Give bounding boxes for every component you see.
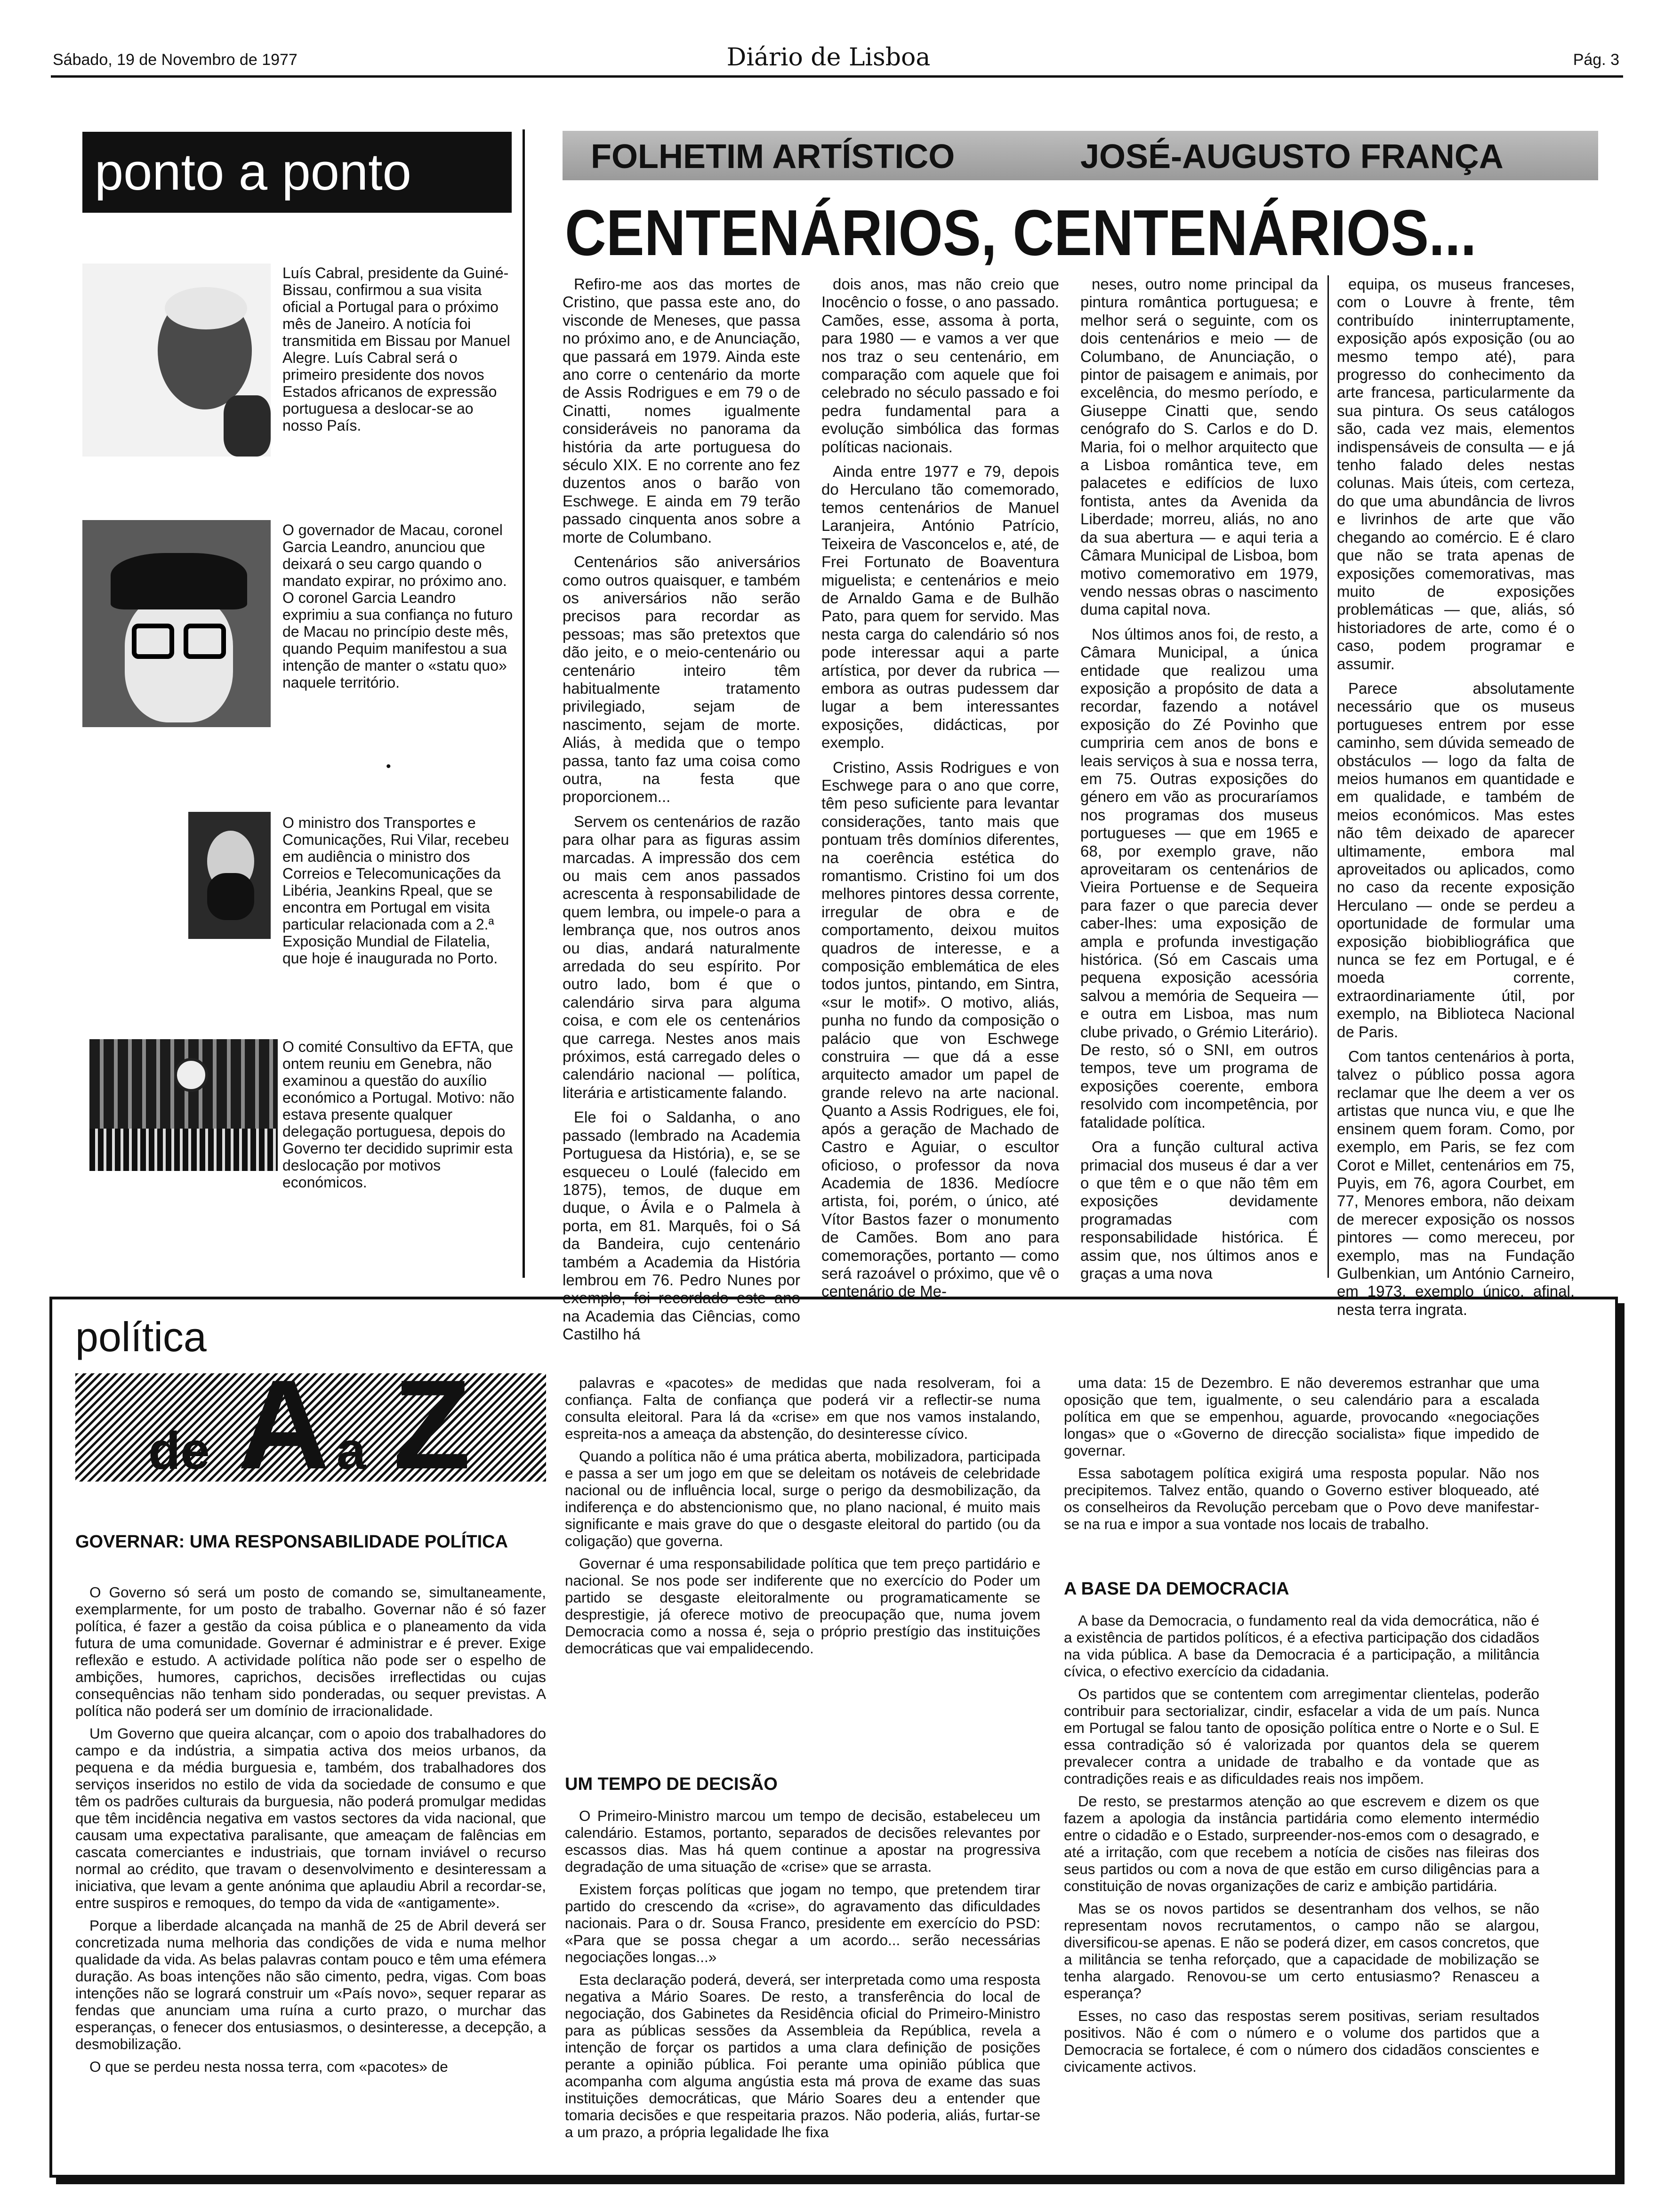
subheading: A BASE DA DEMOCRACIA — [1064, 1579, 1289, 1599]
header-rule — [51, 75, 1623, 78]
paragraph: Com tantos centenários à porta, talvez o público possa agora reclamar que lhe deem a ver os artistas que nunca viu, e que lhe ensinem quem foram. Como, por exemplo, em Paris, se fez com Corot e Millet, centenários em 75, Puyis, em 76, agora Courbet, em 77, Menores embora, não deixam de merecer exposição os nossos pintores — como mereceu, por exemplo, mas na Fundação Gulbenkian, um António Carneiro, em 1973, exemplo único, afinal, nesta terra ingrata. — [1337, 1048, 1575, 1318]
paragraph: Esses, no caso das respostas serem positivas, seriam resultados positivos. Não é com o número e o volume dos partidos que a Democracia se fortalece, é com o número dos cidadãos conscientes e civicamente activos. — [1064, 2007, 1539, 2075]
banner-z: Z — [393, 1354, 471, 1496]
subheading: UM TEMPO DE DECISÃO — [565, 1774, 778, 1794]
folhetim-banner — [563, 131, 1598, 180]
banner-a-lower: a — [337, 1421, 366, 1480]
paragraph: A base da Democracia, o fundamento real da vida democrática, não é a existência de partidos políticos, é a efectiva participação dos cidadãos na vida pública. A base da Democracia é a participação, a militância cívica, o efectivo exercício da cidadania. — [1064, 1612, 1539, 1680]
paragraph: O Governo só será um posto de comando se, simultaneamente, exemplarmente, for um posto de trabalho. Governar não é só fazer política, é fazer a gestão da coisa pública e o planeamento da vida futura de uma comunidade. Governar é administrar e é prever. Exige reflexão e estudo. A actividade política não pode ser o espelho de ambições, humores, caprichos, decisões irreflectidas ou cujas consequências não tenham sido ponderadas, ou sequer previstas. A política não poderá ser um domínio de irracionalidade. — [75, 1584, 546, 1719]
article-column — [1064, 1374, 1539, 1581]
issue-date: Sábado, 19 de Novembro de 1977 — [53, 51, 298, 69]
kicker: FOLHETIM ARTÍSTICO — [591, 138, 955, 176]
column-divider — [523, 129, 525, 1278]
paragraph: Mas se os novos partidos se desentranham dos velhos, se não representam novos recrutamentos, o campo não se alargou, diversificou-se apenas. E não se poderá dizer, em casos concretos, que a militância se tenha reforçado, que a capacidade de mobilização se tenha alargado. Renovou-se um certo entusiasmo? Renasceu a esperança? — [1064, 1900, 1539, 2002]
paragraph: De resto, se prestarmos atenção ao que escrevem e dizem os que fazem a apologia da instância partidária como elemento intermédio entre o cidadão e o Estado, surpreender-nos-emos com o desagrado, e até a irritação, com que recebem a notícia de cisões nas fileiras dos seus partidos ou com a nova de que estão em curso diligências para a constituição de novas organizações de cariz e ambição partidária. — [1064, 1793, 1539, 1894]
ponto-a-ponto-banner — [82, 132, 512, 213]
author: JOSÉ-AUGUSTO FRANÇA — [1080, 138, 1504, 176]
paragraph: neses, outro nome principal da pintura romântica portuguesa; e melhor será o seguinte, com os dois centenários e meio — de Columbano, de Anunciação, o pintor de paisagem e animais, por excelência, do mesmo período, e Giuseppe Cinatti que, sendo cenógrafo do S. Carlos e do D. Maria, foi o melhor arquitecto que a Lisboa romântica teve, em palacetes e edifícios de luxo fontista, antes da Avenida da Liberdade; morreu, aliás, no ano da sua abertura — e aqui teria a Câmara Municipal de Lisboa, bom motivo comemorativo em 1979, vendo nessas obras o nascimento duma capital nova. — [1080, 275, 1318, 618]
article-column — [565, 1374, 1040, 1765]
paragraph: palavras e «pacotes» de medidas que nada resolveram, foi a confiança. Falta de confiança que poderá vir a reflectir-se numa consulta eleitoral. Para lá da «crise» em que nos vamos instalando, espreita-nos a ameaça da abstenção, do desinteresse cívico. — [565, 1374, 1040, 1442]
article-column — [75, 1584, 546, 2163]
headline: CENTENÁRIOS, CENTENÁRIOS... — [565, 197, 1477, 269]
news-item: O governador de Macau, coronel Garcia Leandro, anunciou que deixará o seu cargo quando o mandato expirar, no próximo ano. O coronel Garcia Leandro exprimiu a sua confiança no futuro de Macau no princípio deste mês, quando Pequim manifestou a sua intenção de manter o «statu quo» naquele território. — [282, 521, 513, 691]
page-number: Pág. 3 — [1573, 51, 1619, 69]
paragraph: Quando a política não é uma prática aberta, mobilizadora, participada e passa a ser um jogo em que se deleitam os notáveis de celebridade nacional ou de influência local, surge o perigo da desmobilização, da indiferença e do abstencionismo que, no plano nacional, é muito mais significante e mais grave do que o desgaste eleitoral do partido (ou da coligação) que governa. — [565, 1448, 1040, 1549]
paragraph: Cristino, Assis Rodrigues e von Eschwege para o ano que corre, têm peso suficiente para levantar considerações, tanto mais que pontuam três domínios diferentes, na coerência estética do romantismo. Cristino foi um dos melhores pintores dessa corrente, irregular de obra e de comportamento, deixou muitos quadros de interesse, e a composição emblemática de eles todos juntos, pintando, em Sintra, «sur le motif». O motivo, aliás, punha no fundo da composição o palácio que von Eschwege construira — que dá a esse arquitecto amador um papel de grande relevo na arte nacional. Quanto a Assis Rodrigues, ele foi, após a geração de Machado de Castro e Aguiar, o escultor oficioso, o professor da nova Academia de 1836. Medíocre artista, foi, porém, o único, até Vítor Bastos fazer o monumento de Camões. Bom ano para comemorações, portanto — como será razoável o próximo, que vê o centenário de Me- — [821, 758, 1059, 1300]
de-a-a-z-banner — [75, 1354, 546, 1496]
news-item: Luís Cabral, presidente da Guiné-Bissau, confirmou a sua visita oficial a Portugal para o próximo mês de Janeiro. A notícia foi transmitida em Bissau por Manuel Alegre. Luís Cabral será o primeiro presidente dos novos Estados africanos de expressão portuguesa a deslocar-se ao nosso País. — [282, 264, 510, 434]
paragraph: Parece absolutamente necessário que os museus portugueses entrem por esse caminho, sem dúvida semeado de obstáculos — logo da falta de meios humanos em quantidade e em qualidade, e também de meios económicos. Mas estes não têm deixado de aparecer ultimamente, embora mal aproveitados ou aplicados, como no caso da recente exposição Herculano — onde se perdeu a oportunidade de formular uma exposição biobibliográfica que nunca se fez em Portugal, e é moeda corrente, extraordinariamente útil, por exemplo, na Biblioteca Nacional de Paris. — [1337, 679, 1575, 1041]
paragraph: Nos últimos anos foi, de resto, a Câmara Municipal, a única entidade que realizou uma exposição a propósito de data a recordar, fazendo a notável exposição do Zé Povinho que cumpriria cem anos de bons e leais serviços à sua e nossa terra, em 75. Outras exposições do género em vão as procuraríamos nos programas dos museus portugueses — que em 1965 e 68, por exemplo grave, não aproveitaram os centenários de Vieira Portuense e de Sequeira para fazer o que parecia dever caber-lhes: uma exposição de ampla e profunda investigação histórica. (Só em Cascais uma pequena exposição acessória salvou a memória de Sequeira — e outra em Lisboa, mas num clube privado, o Grémio Literário). De resto, só o SNI, em outros tempos, teve um programa de exposições coerente, embora resolvido com incompetência, por fatalidade política. — [1080, 625, 1318, 1131]
paragraph: O Primeiro-Ministro marcou um tempo de decisão, estabeleceu um calendário. Estamos, portanto, separados de decisões relevantes por escassos dias. Mas há quem continue a apostar na progressiva degradação de uma situação de «crise» que se arrasta. — [565, 1807, 1040, 1875]
portrait-photo — [82, 264, 271, 457]
paragraph: Ora a função cultural activa primacial dos museus é dar a ver o que têm e o que não têm em exposições devidamente programadas com responsabilidade histórica. É assim que, nos últimos anos e graças a uma nova — [1080, 1138, 1318, 1282]
section-title: política — [75, 1314, 207, 1360]
article-column — [821, 275, 1059, 1300]
news-item: O comité Consultivo da EFTA, que ontem reuniu em Genebra, não examinou a questão do auxílio económico a Portugal. Motivo: não estava presente qualquer delegação portuguesa, depois do Governo ter decidido suprimir esta deslocação por motivos económicos. — [282, 1038, 515, 1191]
radio-photo — [89, 1039, 278, 1171]
paragraph: O que se perdeu nesta nossa terra, com «pacotes» de — [89, 2058, 448, 2075]
masthead: Diário de Lisboa — [726, 43, 931, 72]
paragraph: Os partidos que se contentem com arregimentar clientelas, poderão contribuir para sectorializar, cindir, esfacelar a vida de um país. Nunca em Portugal se falou tanto de oposição política entre o Norte e o Sul. E essa contradição só é valorizada por quantos dela se querem prevalecer contra a unidade de trabalho e da vontade que as contradições reais e as dificuldades reais nos impõem. — [1064, 1685, 1539, 1787]
paragraph: Esta declaração poderá, deverá, ser interpretada como uma resposta negativa a Mário Soares. De resto, a transferência do local de negociação, dos Gabinetes da Residência oficial do Primeiro-Ministro para as públicas sessões da Assembleia da República, revela a intenção de forçar os partidos a uma clara definição de posições perante a opinião pública. Foi perante uma opinião pública que acompanha com alguma angústia esta má prova de exame das suas instituições democráticas, que Mário Soares deu a entender que tomaria decisões e que respeitaria prazos. Não poderia, aliás, furtar-se a um prazo, a própria legalidade lhe fixa — [565, 1971, 1040, 2140]
article-column — [1080, 275, 1318, 1282]
paragraph: Porque a liberdade alcançada na manhã de 25 de Abril deverá ser concretizada numa melhoria das condições de vida e numa melhor qualidade da vida. As belas palavras contam pouco e têm uma efémera duração. As boas intenções não são cimento, pedra, vigas. Com boas intenções não se logrará construir um «País novo», sequer reparar as fendas que anunciam uma ruína a curto prazo, o murchar das esperanças, o fenecer dos entusiasmos, o desinteresse, a decepção, a desmobilização. — [75, 1917, 546, 2052]
paragraph: Um Governo que queira alcançar, com o apoio dos trabalhadores do campo e da indústria, a simpatia activa dos meios urbanos, da pequena e da média burguesia e, também, dos trabalhadores dos serviços inseridos no estilo de vida da sociedade de consumo e que têm os padrões culturais da burguesia, não poderá promulgar medidas que têm incidência negativa em vastos sectores da vida nacional, que causam uma expectativa paralisante, que ameaçam de falências em cascata comerciantes e industriais, que tornam inviável o recurso normal ao crédito, que travam o desenvolvimento e desinteressam a iniciativa, que levam a gente anónima que aplaudiu Abril a recordar-se, entre suspiros e remoques, do tempo da vida de «antigamente». — [75, 1725, 546, 1911]
news-item: O ministro dos Transportes e Comunicações, Rui Vilar, recebeu em audiência o ministro dos Correios e Telecomunicações da Libéria, Jeankins Rpeal, que se encontra em Portugal em visita particular relacionada com a 2.ª Exposição Mundial de Filatelia, que hoje é inaugurada no Porto. — [282, 814, 509, 967]
paragraph: Servem os centenários de razão para olhar para as figuras assim marcadas. A impressão dos cem ou mais cem anos passados acrescenta à responsabilidade de quem lembra, ou impele-o para a lembrança que, nos outros anos ou dias, andará naturalmente arredada do seu espírito. Por outro lado, bom é que o calendário sirva para alguma coisa, e com ele os centenários que carrega. Nestes anos mais próximos, está carregado deles o calendário nacional — política, literária e artisticamente falando. — [563, 812, 800, 1101]
banner-a: A — [238, 1354, 330, 1496]
paragraph: Ainda entre 1977 e 79, depois do Herculano tão comemorado, temos centenários de Manuel Laranjeira, António Patrício, Teixeira de Vasconcelos e, até, de Frei Fortunato de Boaventura miguelista; e centenários e meio de Arnaldo Gama e de Bulhão Pato, para quem for servido. Mas nesta carga do calendário só nos pode interessar aqui a parte artística, por dever da rubrica — embora as outras pudessem dar lugar a bem interessantes exposições, didácticas, por exemplo. — [821, 463, 1059, 752]
paragraph: Essa sabotagem política exigirá uma resposta popular. Não nos precipitemos. Talvez então, quando o Governo estiver bloqueado, até os conselheiros da Revolução percebam que o Povo deve manifestar-se na rua e impor a sua vontade nos locais de trabalho. — [1064, 1465, 1539, 1532]
paragraph: Ele foi o Saldanha, o ano passado (lembrado na Academia Portuguesa da História), e, se se esqueceu o Loulé (falecido em 1875), temos, de duque em duque, o Ávila e o Palmela à porta, em 81. Marquês, foi o Sá da Bandeira, cujo centenário também a Academia da História lembrou em 76. Pedro Nunes por exemplo, foi recordado este ano na Academia das Ciências, como Castilho há — [563, 1108, 800, 1343]
subheading: GOVERNAR: UMA RESPONSABILIDADE POLÍTICA — [75, 1532, 508, 1552]
paragraph: uma data: 15 de Dezembro. E não deveremos estranhar que uma oposição que tem, igualmente, o seu calendário para a escalada política em que se empenhou, aguarde, provocando «negociações longas» que o «Governo de direcção socialista» fique impedido de governar. — [1064, 1374, 1539, 1459]
article-column — [1337, 275, 1575, 1318]
column-divider — [1327, 275, 1329, 1278]
paragraph: Refiro-me aos das mortes de Cristino, que passa este ano, do visconde de Meneses, que passa no próximo ano, e de Anunciação, que passará em 1979. Ainda este ano corre o centenário da morte de Assis Rodrigues e em 79 o de Cinatti, nomes igualmente consideráveis no panorama da história da arte portuguesa do século XIX. E no corrente ano fez duzentos anos o barão von Eschwege. E ainda em 79 terão passado cinquenta anos sobre a morte de Columbano. — [563, 275, 800, 546]
paragraph: Governar é uma responsabilidade política que tem preço partidário e nacional. Se nos pode ser indiferente que no exercício do Poder um partido se desgaste eleitoralmente ou programaticamente se desprestigie, já oferece motivo de preocupação que, numa jovem Democracia como a nossa é, seja o próprio prestígio das instituições democráticas que vai empalidecendo. — [565, 1555, 1040, 1657]
portrait-photo — [188, 812, 271, 939]
paragraph: Existem forças políticas que jogam no tempo, que pretendem tirar partido do crescendo da «crise», do agravamento das dificuldades nacionais. Para o dr. Sousa Franco, presidente em exercício do PSD: «Para que se possa chegar a um acordo... serão necessárias negociações longas...» — [565, 1881, 1040, 1965]
article-column — [565, 1807, 1040, 2165]
paragraph: Centenários são aniversários como outros quaisquer, e também os aniversários não serão precisos para recordar as pessoas; mas são pretextos que dão jeito, e o meio-centenário ou centenário inteiro têm habitualmente tratamento privilegiado, sejam de nascimento, sejam de morte. Aliás, à medida que o tempo passa, tanto faz uma coisa como outra, na festa que proporcionem... — [563, 553, 800, 806]
banner-de: de — [148, 1421, 210, 1480]
paragraph: dois anos, mas não creio que Inocêncio o fosse, o ano passado. Camões, esse, assoma à porta, para 1980 — e vamos a ver que nos traz o seu centenário, em comparação com aquele que foi celebrado no século passado e foi pedra fundamental para a evolução simbólica das formas políticas nacionais. — [821, 275, 1059, 456]
portrait-photo — [82, 520, 271, 727]
article-column — [563, 275, 800, 1343]
section-title: ponto a ponto — [95, 143, 411, 201]
bullet-dot: • — [386, 759, 391, 774]
paragraph: equipa, os museus franceses, com o Louvre à frente, têm contribuído ininterruptamente, exposição após exposição (ou ao mesmo tempo até), para progresso do conhecimento da arte francesa, particularmente da sua pintura. Os seus catálogos são, cada vez mais, elementos indispensáveis de consulta — e já tenho falado deles nestas colunas. Mais úteis, com certeza, do que uma abundância de livros e livrinhos de arte que vão chegando ao comércio. E é claro que não se trata apenas de exposições comemorativas, mas muito de exposições problemáticas — que, aliás, só historiadores de arte, como é o caso, podem programar e assumir. — [1337, 275, 1575, 673]
article-column — [1064, 1612, 1539, 2163]
